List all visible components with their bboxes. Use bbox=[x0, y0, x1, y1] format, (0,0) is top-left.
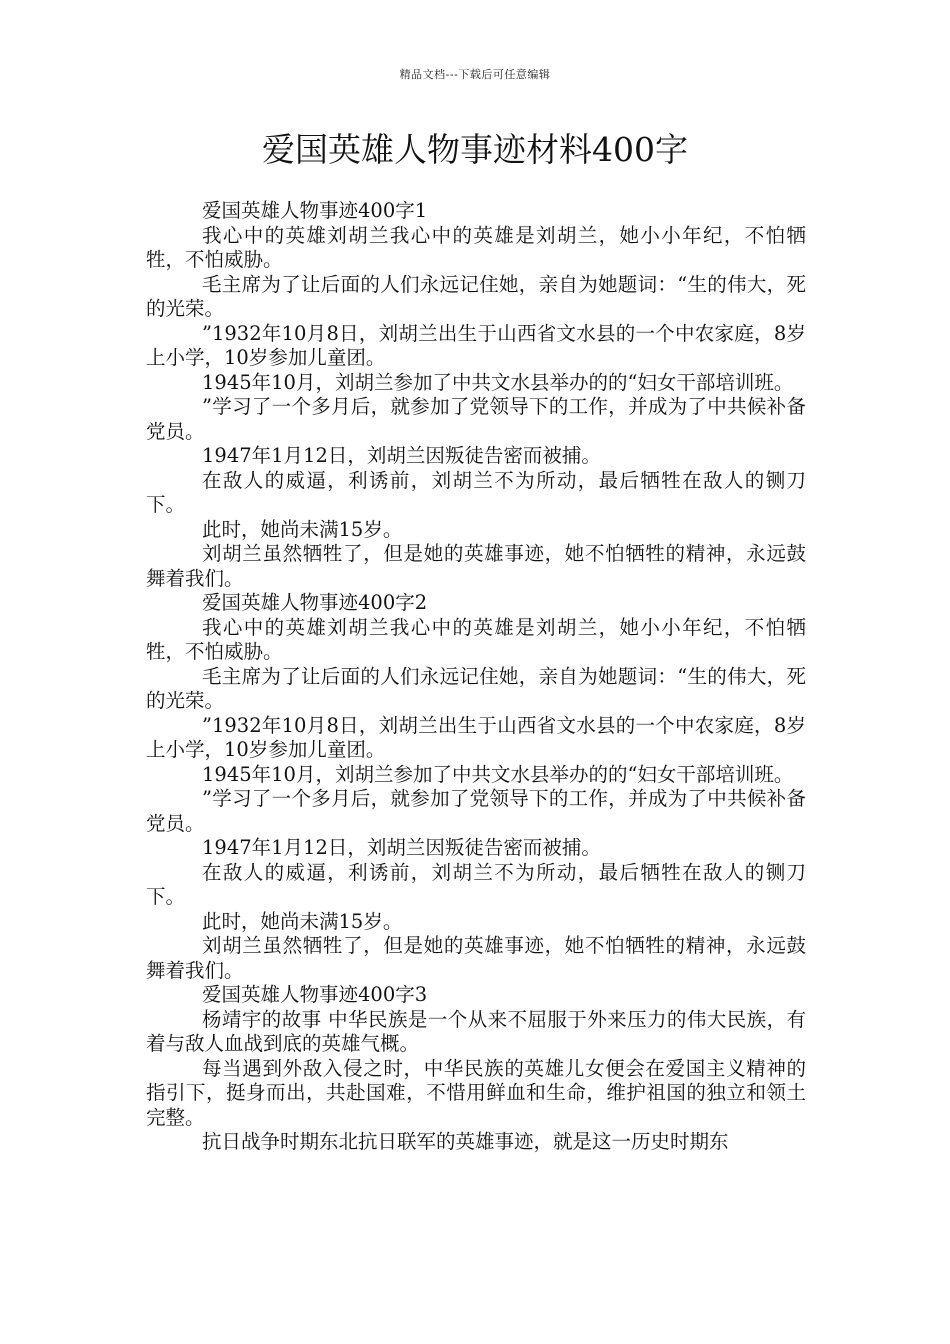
paragraph: ”学习了一个多月后，就参加了党领导下的工作，并成为了中共候补备党员。 bbox=[146, 787, 806, 835]
paragraph: ”学习了一个多月后，就参加了党领导下的工作，并成为了中共候补备党员。 bbox=[146, 395, 806, 443]
paragraph: 每当遇到外敌入侵之时，中华民族的英雄儿女便会在爱国主义精神的指引下，挺身而出，共赴国难，不惜用鲜血和生命，维护祖国的独立和领土完整。 bbox=[146, 1056, 806, 1129]
paragraph: 此时，她尚未满15岁。 bbox=[202, 517, 403, 541]
section-heading-3: 爱国英雄人物事迹400字3 bbox=[202, 983, 428, 1006]
section-heading-2: 爱国英雄人物事迹400字2 bbox=[202, 591, 428, 614]
paragraph: ”1932年10月8日，刘胡兰出生于山西省文水县的一个中农家庭，8岁上小学，10岁参加儿童团。 bbox=[146, 713, 806, 761]
section-heading-1: 爱国英雄人物事迹400字1 bbox=[202, 199, 428, 222]
header-note: 精品文档---下载后可任意编辑 bbox=[399, 68, 551, 81]
document-body bbox=[146, 199, 806, 1155]
paragraph: 1945年10月，刘胡兰参加了中共文水县举办的的“妇女干部培训班。 bbox=[202, 762, 794, 786]
paragraph: 刘胡兰虽然牺牲了，但是她的英雄事迹，她不怕牺牲的精神，永远鼓舞着我们。 bbox=[146, 542, 806, 590]
paragraph: ”1932年10月8日，刘胡兰出生于山西省文水县的一个中农家庭，8岁上小学，10岁参加儿童团。 bbox=[146, 321, 806, 369]
paragraph: 我心中的英雄刘胡兰我心中的英雄是刘胡兰，她小小年纪，不怕牺牲，不怕威胁。 bbox=[146, 223, 806, 271]
paragraph: 在敌人的威逼，利诱前，刘胡兰不为所动，最后牺牲在敌人的铡刀下。 bbox=[146, 468, 806, 516]
paragraph: 1945年10月，刘胡兰参加了中共文水县举办的的“妇女干部培训班。 bbox=[202, 370, 794, 394]
paragraph: 抗日战争时期东北抗日联军的英雄事迹，就是这一历史时期东 bbox=[202, 1130, 729, 1153]
paragraph: 杨靖宇的故事 中华民族是一个从来不屈服于外来压力的伟大民族，有着与敌人血战到底的英雄气概。 bbox=[146, 1007, 806, 1055]
paragraph: 刘胡兰虽然牺牲了，但是她的英雄事迹，她不怕牺牲的精神，永远鼓舞着我们。 bbox=[146, 934, 806, 982]
paragraph: 1947年1月12日，刘胡兰因叛徒告密而被捕。 bbox=[202, 444, 601, 467]
paragraph: 在敌人的威逼，利诱前，刘胡兰不为所动，最后牺牲在敌人的铡刀下。 bbox=[146, 860, 806, 908]
paragraph: 此时，她尚未满15岁。 bbox=[202, 909, 403, 933]
paragraph: 我心中的英雄刘胡兰我心中的英雄是刘胡兰，她小小年纪，不怕牺牲，不怕威胁。 bbox=[146, 615, 806, 663]
document-title: 爱国英雄人物事迹材料400字 bbox=[262, 130, 688, 169]
paragraph: 毛主席为了让后面的人们永远记住她，亲自为她题词：“生的伟大，死的光荣。 bbox=[146, 664, 806, 712]
paragraph: 1947年1月12日，刘胡兰因叛徒告密而被捕。 bbox=[202, 836, 601, 859]
paragraph: 毛主席为了让后面的人们永远记住她，亲自为她题词：“生的伟大，死的光荣。 bbox=[146, 272, 806, 320]
